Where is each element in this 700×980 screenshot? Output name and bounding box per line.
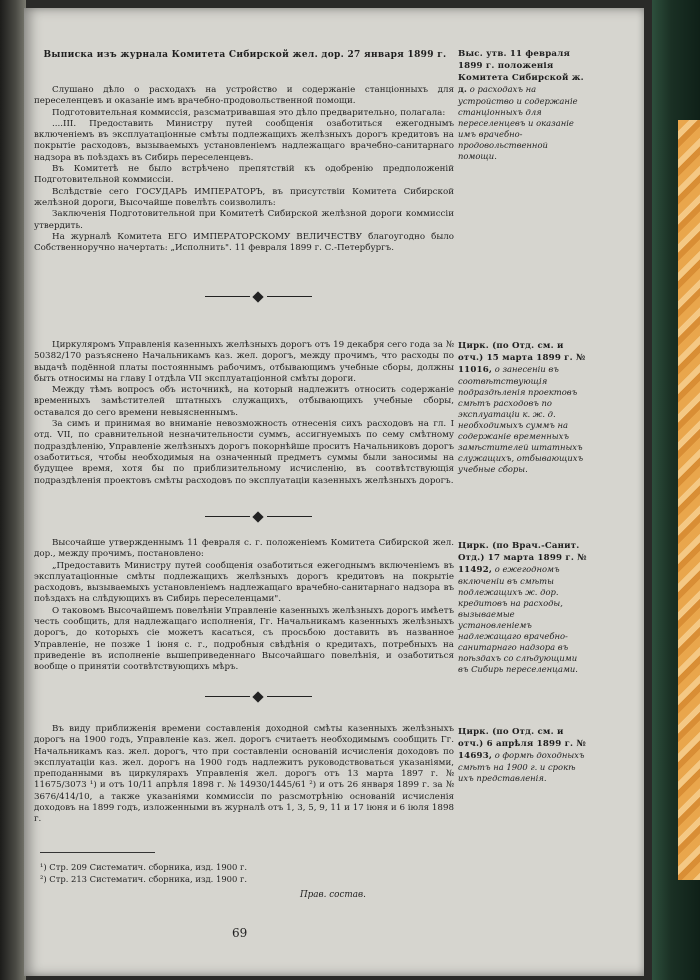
- paragraph: ....III. Предоставить Министру путей сообщенія озаботиться ежегоднымъ включеніемъ въ эксплуатаціонные смѣты подлежащихъ желѣзныхъ дорогъ кредитовъ на покрытіе расходовъ, вызываемыхъ установленіемъ надлежащаго врачебно-санитарнаго надзора въ поѣздахъ въ Сибирь переселенцевъ.: [34, 118, 454, 163]
- section-divider: [205, 512, 315, 522]
- section-2-body: [34, 340, 454, 487]
- paragraph: Въ Комитетѣ не было встрѣчено препятствій къ одобренію предположеній Подготовительной коммиссіи.: [34, 164, 454, 186]
- margin-note-citation: Цирк. (по Врач.-Санит. Отд.) 17 марта 1899 г. № 11492,: [458, 541, 587, 575]
- section-4-body: [34, 724, 454, 826]
- paragraph: О таковомъ Высочайшемъ повелѣніи Управленіе казенныхъ желѣзныхъ дорогъ имѣетъ честь сообщить, для надлежащаго исполненія, Гг. Начальникамъ казенныхъ желѣзныхъ дорогъ, до которыхъ сіе можетъ касаться, съ просьбою доставить въ названное Управленіе, не позже 1 іюня с. г., подробныя свѣдѣнія о кредитахъ, потребныхъ на приведеніе въ исполненіе вышеприведеннаго Высочайшаго повелѣнія, и озаботиться вообще о принятіи соотвѣтствующихъ мѣръ.: [34, 605, 454, 673]
- paragraph: Подготовительная коммиссія, разсматривавшая это дѣло предварительно, полагала:: [52, 107, 446, 118]
- margin-note-text: Выс. утв. 11 февраля 1899 г. положенія Комитета Сибирской ж. д. о расходахъ на устройство и содержаніе станціонныхъ для переселенцевъ и оказаніе имъ врачебно-продовольственной помощи.: [458, 49, 584, 161]
- book-spine-shadow: [0, 0, 26, 980]
- margin-note-text: Цирк. (по Отд. см. и отч.) 6 апрѣля 1899 г. № 14693, о формѣ доходныхъ смѣтъ на 1900 г. и срокѣ ихъ представленія.: [458, 727, 586, 783]
- section-divider: [205, 292, 315, 302]
- paragraph: Циркуляромъ Управленія казенныхъ желѣзныхъ дорогъ отъ 19 декабря сего года за № 50382/170 разъяснено Начальникамъ каз. жел. дорогъ, между прочимъ, что расходы по выдачѣ подённой платы постояннымъ рабочимъ, отбывающимъ учебные сборы, должны быть относимы на главу I отдѣла VII эксплуатаціонной смѣты дороги.: [34, 340, 454, 384]
- paragraph: Между тѣмъ вопросъ объ источникѣ, на который надлежитъ относить содержаніе временныхъ замѣстителей штатныхъ служащихъ, отбывающихъ учебные сборы, оставался до сего времени невыясненнымъ.: [34, 385, 454, 418]
- margin-note-citation: Выс. утв. 11 февраля 1899 г. положенія Комитета Сибирской ж. д.: [458, 49, 584, 95]
- footnote: ¹) Стр. 209 Систематич. сборника, изд. 1900 г.: [40, 862, 248, 872]
- section-3-body: [34, 538, 454, 674]
- paragraph: Высочайше утвержденнымъ 11 февраля с. г. положеніемъ Комитета Сибирской жел. дор., между прочимъ, постановлено:: [34, 538, 454, 560]
- paragraph: За симъ и принимая во вниманіе невозможность отнесенія сихъ расходовъ на гл. I отд. VII, по сравнительной незначительности суммъ, ассигнуемыхъ по сему смѣтному подраздѣленію, Управленіе желѣзныхъ дорогъ покорнѣйше проситъ Начальниковъ дорогъ озаботиться, чтобы необходимыя на означенный предметъ суммы были заносимы на будущее время, хотя бы по приблизительному исчисленію, въ соотвѣтствующія подраздѣленія проектовъ смѣты расходовъ по эксплуатаціи казенныхъ желѣзныхъ дорогъ.: [34, 419, 454, 486]
- signature-note: Прав. состав.: [300, 890, 366, 900]
- paragraph: Въ виду приближенія времени составленія доходной смѣты казенныхъ желѣзныхъ дорогъ на 1900 годъ, Управленіе каз. жел. дорогъ считаетъ необходимымъ сообщить Гг. Начальникамъ каз. жел. дорогъ, что при составленіи основаній исчисленія доходовъ по эксплуатаціи каз. жел. дорогъ на 1900 годъ надлежитъ руководствоваться указаніями, преподанными въ циркулярахъ Управленія жел. дорогъ отъ 13 марта 1897 г. № 11675/3073 ¹) и отъ 10/11 апрѣля 1898 г. № 14930/1445/61 ²) и отъ 26 января 1899 г. за № 3676/414/10, а также указаніями коммиссіи по разсмотрѣнію основаній исчисленія доходовъ на 1899 годъ, изложенными въ журналѣ отъ 1, 3, 5, 9, 11 и 17 іюня и 6 іюля 1898 г.: [34, 724, 454, 825]
- paragraph: Вслѣдствіе сего ГОСУДАРЬ ИМПЕРАТОРЪ, въ присутствіи Комитета Сибирской желѣзной дороги, Высочайше повелѣть соизволилъ:: [34, 186, 454, 208]
- footnote: ²) Стр. 213 Систематич. сборника, изд. 1900 г.: [40, 874, 248, 884]
- section-1-body: [34, 85, 454, 254]
- page-header: Выписка изъ журнала Комитета Сибирской жел. дор. 27 января 1899 г.: [43, 50, 447, 60]
- margin-note-citation: Цирк. (по Отд. см. и отч.) 15 марта 1899 г. № 11016,: [458, 341, 586, 375]
- section-2-margin-note: [458, 340, 588, 475]
- margin-note-text: Цирк. (по Отд. см. и отч.) 15 марта 1899 г. № 11016, о занесеніи въ соотвѣтствующія подраздѣленія проектовъ смѣтъ расходовъ по эксплуатаціи к. ж. д. необходимыхъ суммъ на содержаніе временныхъ замѣстителей штатныхъ служащихъ, отбывающихъ учебные сборы.: [458, 341, 586, 474]
- paragraph: „Предоставить Министру путей сообщенія озаботиться ежегоднымъ включеніемъ въ эксплуатаціонные смѣты подлежащихъ желѣзныхъ дорогъ кредитовъ на покрытіе расходовъ, вызываемыхъ установленіемъ надлежащаго врачебно-санитарнаго надзора въ поѣздахъ на слѣдующихъ въ Сибирь переселенцами".: [34, 560, 454, 605]
- footnote-rule: [40, 852, 155, 853]
- section-3-margin-note: [458, 540, 588, 675]
- paragraph: Заключенія Подготовительной при Комитетѣ Сибирской желѣзной дороги коммиссіи утвердить.: [34, 209, 454, 231]
- section-1-margin-note: [458, 48, 588, 162]
- margin-note-text: Цирк. (по Врач.-Санит. Отд.) 17 марта 1899 г. № 11492, о ежегодномъ включеніи въ смѣты подлежащихъ ж. дор. кредитовъ на расходы, вызываемые установленіемъ надлежащаго врачебно-санитарнаго надзора въ поѣздахъ со слѣдующими въ Сибирь переселенцами.: [458, 541, 587, 674]
- paragraph: Слушано дѣло о расходахъ на устройство и содержаніе станціонныхъ для переселенцевъ и оказаніе имъ врачебно-продовольственной помощи.: [34, 85, 454, 107]
- section-divider: [205, 692, 315, 702]
- section-4-margin-note: [458, 726, 588, 784]
- page-number: 69: [232, 926, 248, 940]
- margin-note-citation: Цирк. (по Отд. см. и отч.) 6 апрѣля 1899 г. № 14693,: [458, 727, 586, 761]
- paragraph: На журналѣ Комитета ЕГО ИМПЕРАТОРСКОМУ ВЕЛИЧЕСТВУ благоугодно было Собственноручно начертать: „Исполнить". 11 февраля 1899 г. С.-Петербургъ.: [34, 231, 454, 254]
- marbled-page-edges: [678, 120, 700, 880]
